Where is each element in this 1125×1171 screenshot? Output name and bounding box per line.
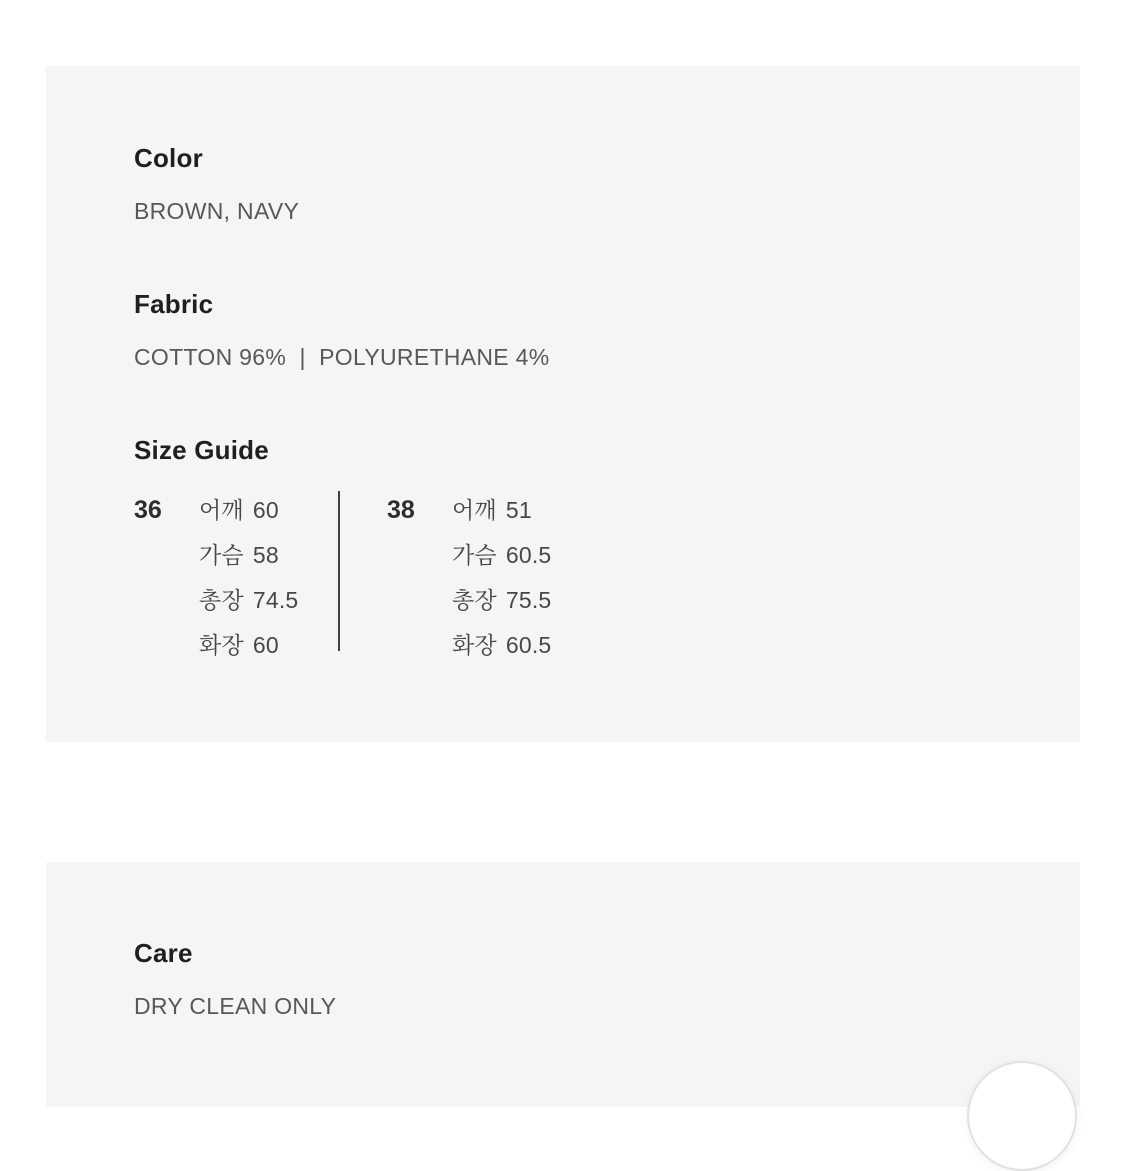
color-section-title: Color <box>134 143 203 173</box>
product-info-card <box>46 66 1080 742</box>
measurement-value: 58 <box>252 542 279 568</box>
care-value: DRY CLEAN ONLY <box>134 993 337 1019</box>
size-measurements <box>452 488 551 668</box>
measurement-name: 가슴 <box>199 542 244 568</box>
measurement-name: 가슴 <box>452 542 497 568</box>
measurement-row <box>199 488 298 533</box>
measurement-row <box>452 623 551 668</box>
measurement-name: 화장 <box>199 632 244 658</box>
measurement-name: 총장 <box>199 587 244 613</box>
care-section-title: Care <box>134 938 193 968</box>
measurement-row <box>452 578 551 623</box>
measurement-value: 51 <box>505 497 532 523</box>
size-label: 38 <box>387 496 415 524</box>
measurement-name: 어깨 <box>452 497 497 523</box>
fabric-value: COTTON 96% | POLYURETHANE 4% <box>134 344 550 370</box>
measurement-value: 60 <box>252 632 279 658</box>
measurement-value: 74.5 <box>252 587 299 613</box>
measurement-row <box>199 578 298 623</box>
measurement-name: 어깨 <box>199 497 244 523</box>
fabric-section-title: Fabric <box>134 289 214 319</box>
size-label: 36 <box>134 496 162 524</box>
size-block-38 <box>387 488 551 668</box>
measurement-value: 75.5 <box>505 587 552 613</box>
measurement-value: 60 <box>252 497 279 523</box>
size-measurements <box>199 488 298 668</box>
measurement-row <box>452 533 551 578</box>
color-value: BROWN, NAVY <box>134 198 300 224</box>
care-info-card <box>46 862 1080 1107</box>
measurement-row <box>452 488 551 533</box>
size-guide-table <box>134 488 1035 668</box>
size-guide-divider <box>338 491 340 651</box>
floating-action-button[interactable] <box>967 1061 1077 1171</box>
measurement-value: 60.5 <box>505 542 552 568</box>
size-block-36 <box>134 488 338 668</box>
measurement-row <box>199 623 298 668</box>
measurement-name: 총장 <box>452 587 497 613</box>
measurement-value: 60.5 <box>505 632 552 658</box>
size-guide-section-title: Size Guide <box>134 435 269 465</box>
measurement-row <box>199 533 298 578</box>
measurement-name: 화장 <box>452 632 497 658</box>
